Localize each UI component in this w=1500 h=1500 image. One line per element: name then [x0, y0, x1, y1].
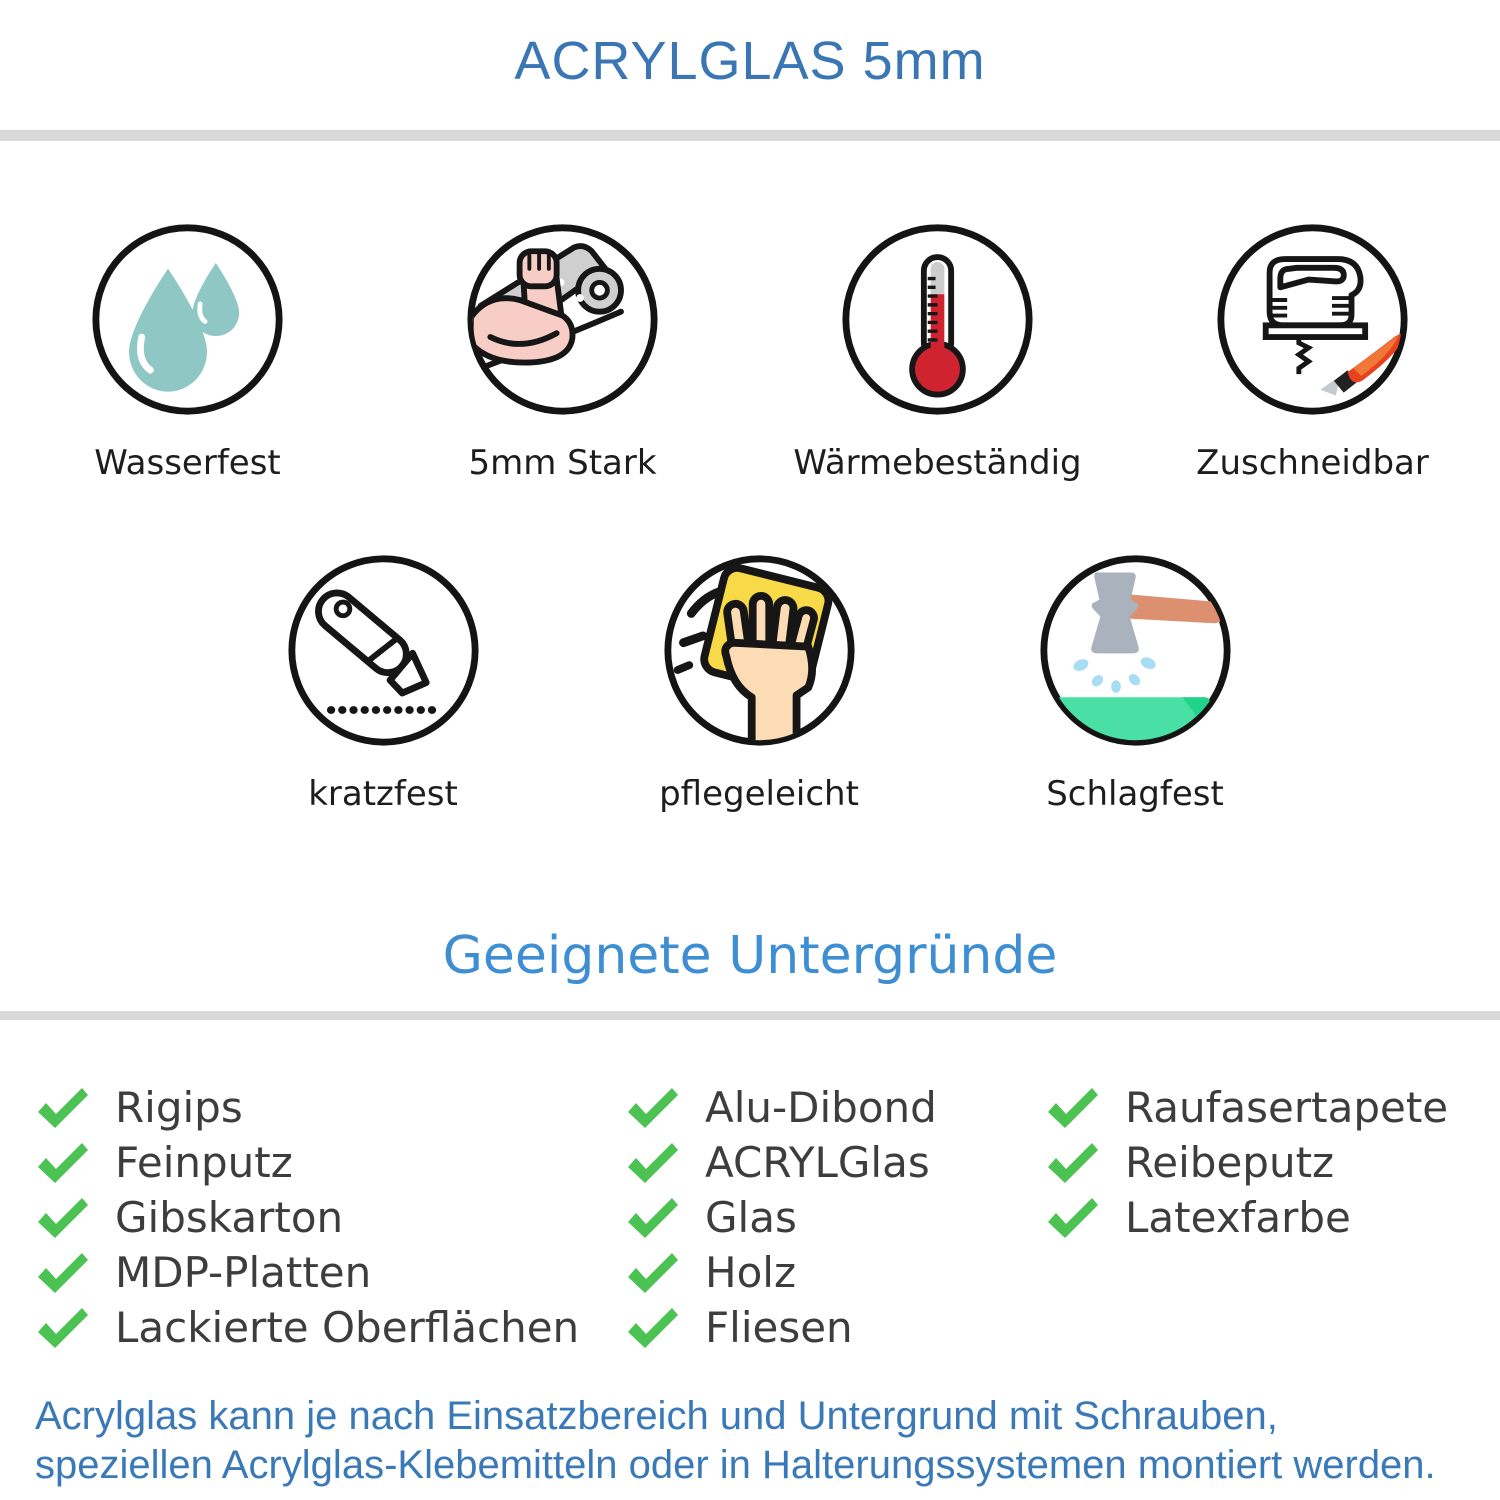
- list-item-label: Alu-Dibond: [705, 1083, 937, 1132]
- list-item: [35, 1245, 625, 1300]
- list-item: [625, 1190, 1045, 1245]
- list-item-label: Holz: [705, 1248, 796, 1297]
- list-item-label: MDP-Platten: [115, 1248, 372, 1297]
- check-icon: [625, 1306, 681, 1350]
- list-item: [35, 1135, 625, 1190]
- feature-pflegeleicht: [571, 553, 947, 814]
- check-icon: [35, 1306, 91, 1350]
- feature-label: kratzfest: [308, 774, 458, 814]
- utility-knife-icon: [286, 553, 481, 748]
- divider-mid: [0, 1011, 1500, 1020]
- feature-label: Zuschneidbar: [1196, 443, 1429, 483]
- check-icon: [625, 1251, 681, 1295]
- list-item: [625, 1135, 1045, 1190]
- feature-wasserfest: [0, 222, 375, 483]
- thermometer-icon: [840, 222, 1035, 417]
- feature-kratzfest: [195, 553, 571, 814]
- check-icon: [35, 1251, 91, 1295]
- feature-label: Schlagfest: [1046, 774, 1224, 814]
- footer-line-1: Acrylglas kann je nach Einsatzbereich und Untergrund mit Schrauben,: [35, 1394, 1278, 1438]
- check-icon: [625, 1196, 681, 1240]
- substrates-column-1: [35, 1080, 625, 1355]
- list-item: [1045, 1135, 1490, 1190]
- check-icon: [1045, 1196, 1101, 1240]
- feature-label: pflegeleicht: [659, 774, 859, 814]
- feature-label: Wasserfest: [94, 443, 281, 483]
- list-item-label: Gibskarton: [115, 1193, 344, 1242]
- list-item-label: Latexfarbe: [1125, 1193, 1351, 1242]
- list-item-label: Fliesen: [705, 1303, 853, 1352]
- check-icon: [625, 1141, 681, 1185]
- feature-waermebestaendig: [750, 222, 1125, 483]
- list-item: [625, 1300, 1045, 1355]
- list-item-label: Reibeputz: [1125, 1138, 1335, 1187]
- list-item: [1045, 1190, 1490, 1245]
- hammer-impact-icon: [1038, 553, 1233, 748]
- list-item: [35, 1190, 625, 1245]
- check-icon: [35, 1086, 91, 1130]
- feature-label: Wärmebeständig: [793, 443, 1082, 483]
- substrates-column-3: [1045, 1080, 1490, 1355]
- list-item-label: Raufasertapete: [1125, 1083, 1449, 1132]
- jigsaw-cutter-icon: [1215, 222, 1410, 417]
- check-icon: [35, 1196, 91, 1240]
- divider-top: [0, 130, 1500, 141]
- feature-schlagfest: [947, 553, 1323, 814]
- list-item-label: ACRYLGlas: [705, 1138, 930, 1187]
- list-item: [35, 1300, 625, 1355]
- check-icon: [35, 1141, 91, 1185]
- footer-line-2: speziellen Acrylglas-Klebemitteln oder in Halterungssystemen montiert werden.: [35, 1443, 1436, 1487]
- muscle-arm-roll-icon: [465, 222, 660, 417]
- list-item-label: Lackierte Oberflächen: [115, 1303, 580, 1352]
- list-item: [625, 1080, 1045, 1135]
- list-item: [35, 1080, 625, 1135]
- substrates-column-2: [625, 1080, 1045, 1355]
- list-item-label: Rigips: [115, 1083, 243, 1132]
- check-icon: [625, 1086, 681, 1130]
- check-icon: [1045, 1141, 1101, 1185]
- feature-zuschneidbar: [1125, 222, 1500, 483]
- cleaning-hand-cloth-icon: [662, 553, 857, 748]
- check-icon: [1045, 1086, 1101, 1130]
- feature-row-1: [0, 222, 1500, 483]
- feature-row-2: [0, 553, 1500, 814]
- water-drops-icon: [90, 222, 285, 417]
- list-item-label: Glas: [705, 1193, 797, 1242]
- list-item: [625, 1245, 1045, 1300]
- feature-5mm-stark: [375, 222, 750, 483]
- page-title: ACRYLGLAS 5mm: [514, 31, 986, 91]
- substrates-list: [35, 1080, 1490, 1355]
- footer-note: [35, 1392, 1485, 1490]
- feature-label: 5mm Stark: [468, 443, 657, 483]
- list-item-label: Feinputz: [115, 1138, 293, 1187]
- section-title-untergruende: Geeignete Untergründe: [442, 926, 1058, 986]
- list-item: [1045, 1080, 1490, 1135]
